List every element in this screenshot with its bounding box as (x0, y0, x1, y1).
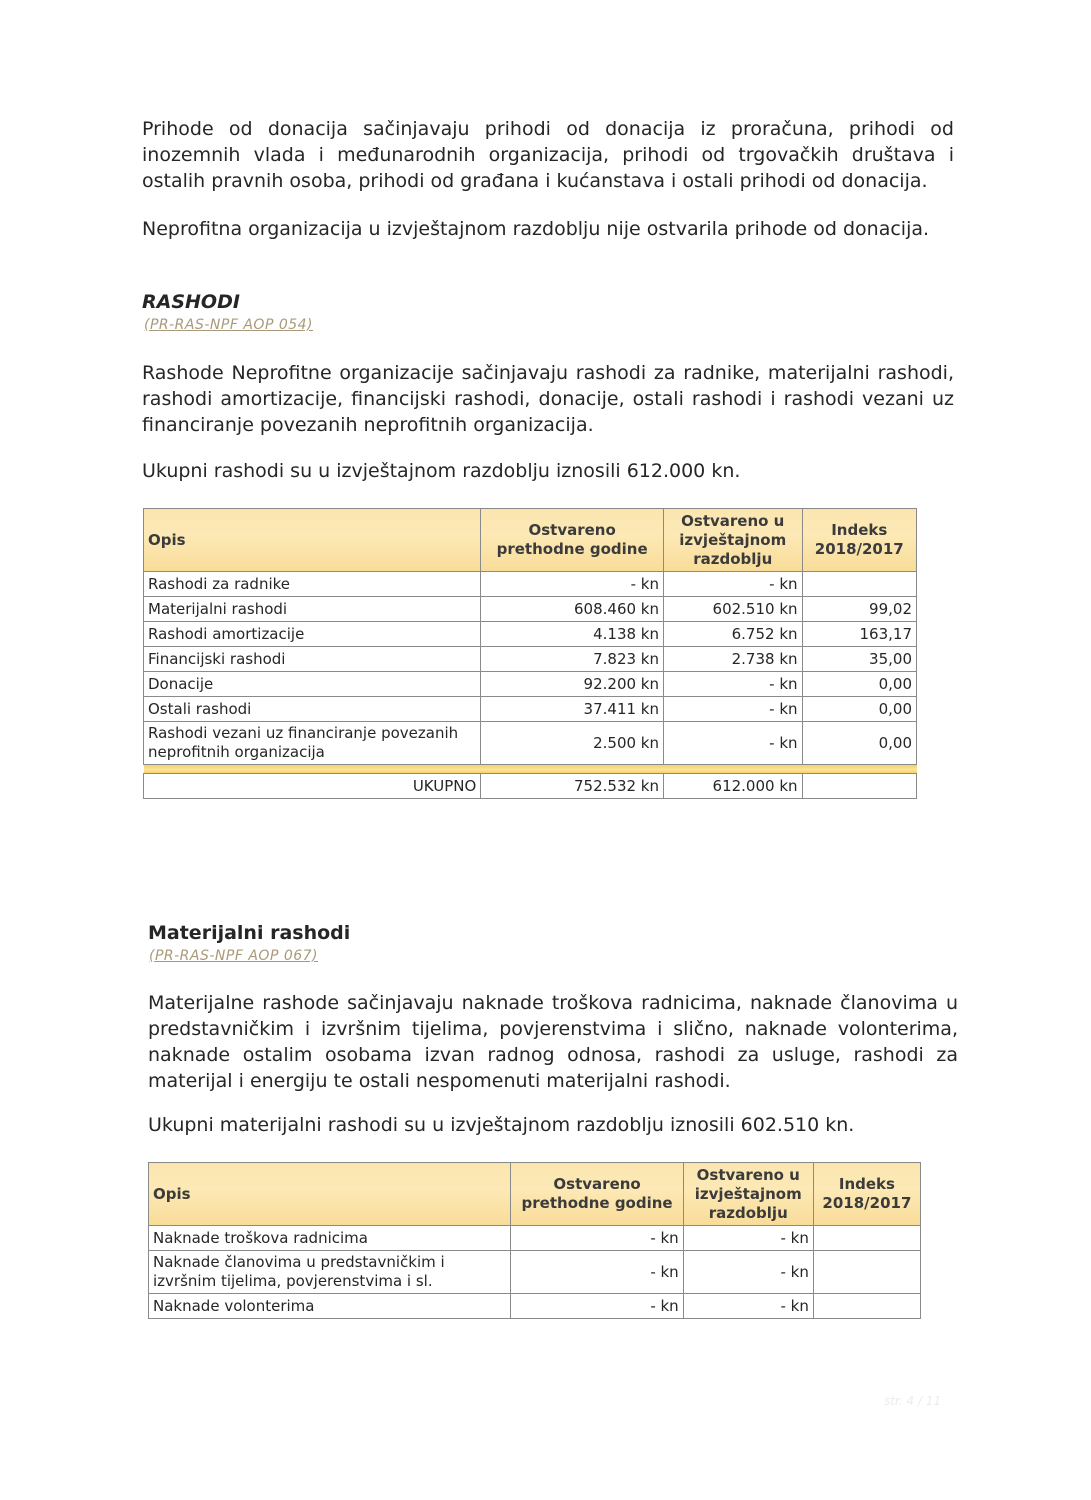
row-curr: 6.752 kn (664, 622, 803, 647)
row-prev: - kn (511, 1226, 683, 1251)
table-row (144, 722, 917, 765)
row-prev: - kn (481, 572, 664, 597)
row-prev: 37.411 kn (481, 697, 664, 722)
row-prev: - kn (511, 1294, 683, 1319)
row-label: Naknade volonterima (149, 1294, 511, 1319)
intro-paragraph: Prihode od donacija sačinjavaju prihodi od donacija iz proračuna, prihodi od inozemnih vlada i međunarodnih organizacija, prihodi od trgovačkih društava i ostalih pravnih osoba, prihodi od građana i kućanstava i ostali prihodi od donacija. (142, 118, 954, 192)
row-label: Ostali rashodi (144, 697, 481, 722)
row-curr: 2.738 kn (664, 647, 803, 672)
table-total-row (144, 774, 917, 799)
row-label: Financijski rashodi (144, 647, 481, 672)
materijalni-total-statement: Ukupni materijalni rashodi su u izvještajnom razdoblju iznosili 602.510 kn. (148, 1114, 855, 1136)
rashodi-paragraph: Rashode Neprofitne organizacije sačinjavaju rashodi za radnike, materijalni rashodi, rashodi amortizacije, financijski rashodi, donacije, ostali rashodi i rashodi vezani uz financiranje povezanih neprofitnih organizacija. (142, 362, 954, 436)
row-curr: - kn (683, 1251, 813, 1294)
header-prev-year: Ostvareno prethodne godine (511, 1163, 683, 1226)
total-curr: 612.000 kn (664, 774, 803, 799)
table-separator (144, 765, 917, 774)
materijalni-heading: Materijalni rashodi (148, 922, 351, 944)
row-prev: 2.500 kn (481, 722, 664, 765)
header-current-period: Ostvareno u izvještajnom razdoblju (683, 1163, 813, 1226)
header-index: Indeks 2018/2017 (802, 509, 916, 572)
row-label: Naknade troškova radnicima (149, 1226, 511, 1251)
materijalni-table (148, 1162, 921, 1319)
table-header-row (149, 1163, 921, 1226)
table-row (144, 647, 917, 672)
row-label: Rashodi vezani uz financiranje povezanih neprofitnih organizacija (144, 722, 481, 765)
row-curr: - kn (683, 1226, 813, 1251)
materijalni-paragraph: Materijalne rashode sačinjavaju naknade troškova radnicima, naknade članovima u predstavničkim i izvršnim tijelima, povjerenstvima i slično, naknade volonterima, naknade ostalim osobama izvan radnog odnosa, rashodi za usluge, rashodi za materijal i energiju te ostali nespomenuti materijalni rashodi. (148, 992, 958, 1092)
row-label: Rashodi amortizacije (144, 622, 481, 647)
row-curr: - kn (664, 722, 803, 765)
row-label: Materijalni rashodi (144, 597, 481, 622)
row-label: Donacije (144, 672, 481, 697)
rashodi-total-statement: Ukupni rashodi su u izvještajnom razdoblju iznosili 612.000 kn. (142, 460, 741, 482)
page-number: str. 4 / 11 (884, 1394, 941, 1408)
row-index: 0,00 (802, 697, 916, 722)
table-row (149, 1251, 921, 1294)
donacije-statement: Neprofitna organizacija u izvještajnom razdoblju nije ostvarila prihode od donacija. (142, 218, 930, 240)
table-row (144, 697, 917, 722)
header-opis: Opis (144, 509, 481, 572)
row-index: 0,00 (802, 672, 916, 697)
total-prev: 752.532 kn (481, 774, 664, 799)
total-index (802, 774, 916, 799)
row-prev: 7.823 kn (481, 647, 664, 672)
row-index (813, 1251, 920, 1294)
row-index: 99,02 (802, 597, 916, 622)
rashodi-reference: (PR-RAS-NPF AOP 054) (144, 317, 314, 333)
table-row (144, 622, 917, 647)
row-curr: - kn (664, 672, 803, 697)
row-index: 0,00 (802, 722, 916, 765)
row-prev: 608.460 kn (481, 597, 664, 622)
row-curr: - kn (683, 1294, 813, 1319)
table-row (149, 1294, 921, 1319)
table-header-row (144, 509, 917, 572)
header-prev-year: Ostvareno prethodne godine (481, 509, 664, 572)
row-prev: - kn (511, 1251, 683, 1294)
row-index (802, 572, 916, 597)
row-curr: 602.510 kn (664, 597, 803, 622)
row-index (813, 1294, 920, 1319)
row-prev: 4.138 kn (481, 622, 664, 647)
row-index: 35,00 (802, 647, 916, 672)
header-index: Indeks 2018/2017 (813, 1163, 920, 1226)
rashodi-table (143, 508, 917, 799)
table-row (149, 1226, 921, 1251)
materijalni-reference: (PR-RAS-NPF AOP 067) (149, 948, 319, 964)
table-row (144, 572, 917, 597)
row-index (813, 1226, 920, 1251)
row-curr: - kn (664, 572, 803, 597)
header-opis: Opis (149, 1163, 511, 1226)
row-label: Rashodi za radnike (144, 572, 481, 597)
row-index: 163,17 (802, 622, 916, 647)
total-label: UKUPNO (144, 774, 481, 799)
table-row (144, 597, 917, 622)
header-current-period: Ostvareno u izvještajnom razdoblju (664, 509, 803, 572)
table-row (144, 672, 917, 697)
row-prev: 92.200 kn (481, 672, 664, 697)
row-curr: - kn (664, 697, 803, 722)
rashodi-heading: RASHODI (142, 291, 240, 313)
row-label: Naknade članovima u predstavničkim i izvršnim tijelima, povjerenstvima i sl. (149, 1251, 511, 1294)
